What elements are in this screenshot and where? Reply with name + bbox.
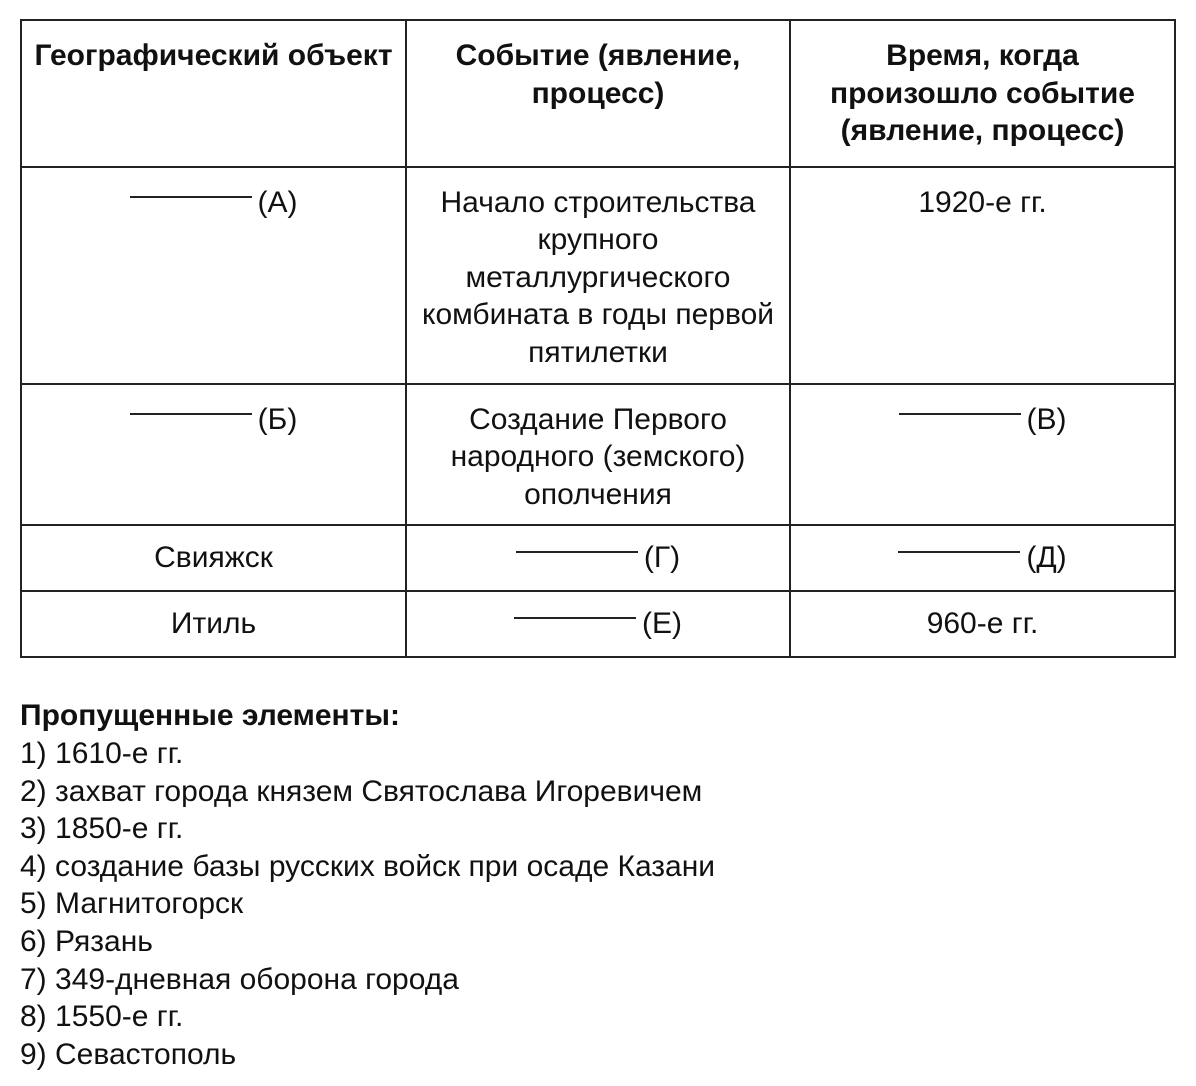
list-item: 8) 1550-е гг. [20, 1000, 184, 1034]
blank-line [514, 617, 636, 619]
table-row [21, 384, 1175, 525]
cell-object: Свияжск [21, 525, 406, 591]
list-item: 1) 1610-е гг. [20, 737, 184, 770]
missing-elements-title: Пропущенные элементы: [20, 699, 400, 732]
header-event: Событие (явление, процесс) [406, 20, 790, 167]
cell-event: Начало строительства крупного металлургического комбината в годы первой пятилетки [406, 167, 790, 384]
table-header-row [21, 20, 1175, 167]
table-row [21, 525, 1175, 591]
cell-time: 1920-е гг. [790, 167, 1175, 384]
cell-object [21, 384, 406, 525]
blank-line [898, 551, 1020, 553]
blank-label: (Б) [257, 402, 298, 436]
header-geo-object: Географический объект [21, 20, 406, 167]
blank-line [516, 551, 638, 553]
cell-time [790, 384, 1175, 525]
blank-label: (В) [1026, 402, 1067, 436]
table-row [21, 591, 1175, 657]
blank-line [130, 196, 252, 198]
blank-label: (А) [257, 185, 298, 219]
blank-label: (Д) [1026, 540, 1067, 574]
missing-elements-section [20, 697, 1170, 1073]
missing-elements-list [20, 735, 1170, 1073]
blank-line [130, 413, 252, 415]
blank-label: (Е) [642, 606, 682, 640]
blank-label: (Г) [643, 540, 681, 574]
table-row [21, 167, 1175, 384]
list-item: 5) Магнитогорск [20, 887, 244, 921]
cell-time: 960-е гг. [790, 591, 1175, 657]
data-table [20, 19, 1176, 658]
cell-object [21, 167, 406, 384]
list-item: 3) 1850-е гг. [20, 812, 184, 846]
list-item: 9) Севастополь [20, 1037, 237, 1071]
header-time: Время, когда произошло событие (явление, процесс) [790, 20, 1175, 167]
list-item: 2) захват города князем Святослава Игоревичем [20, 774, 703, 808]
list-item: 4) создание базы русских войск при осаде Казани [20, 849, 716, 883]
cell-object: Итиль [21, 591, 406, 657]
cell-time [790, 525, 1175, 591]
cell-event: Создание Первого народного (земского) ополчения [406, 384, 790, 525]
list-item: 6) Рязань [20, 924, 153, 958]
list-item: 7) 349-дневная оборона города [20, 962, 459, 996]
cell-event [406, 525, 790, 591]
cell-event [406, 591, 790, 657]
blank-line [899, 413, 1021, 415]
